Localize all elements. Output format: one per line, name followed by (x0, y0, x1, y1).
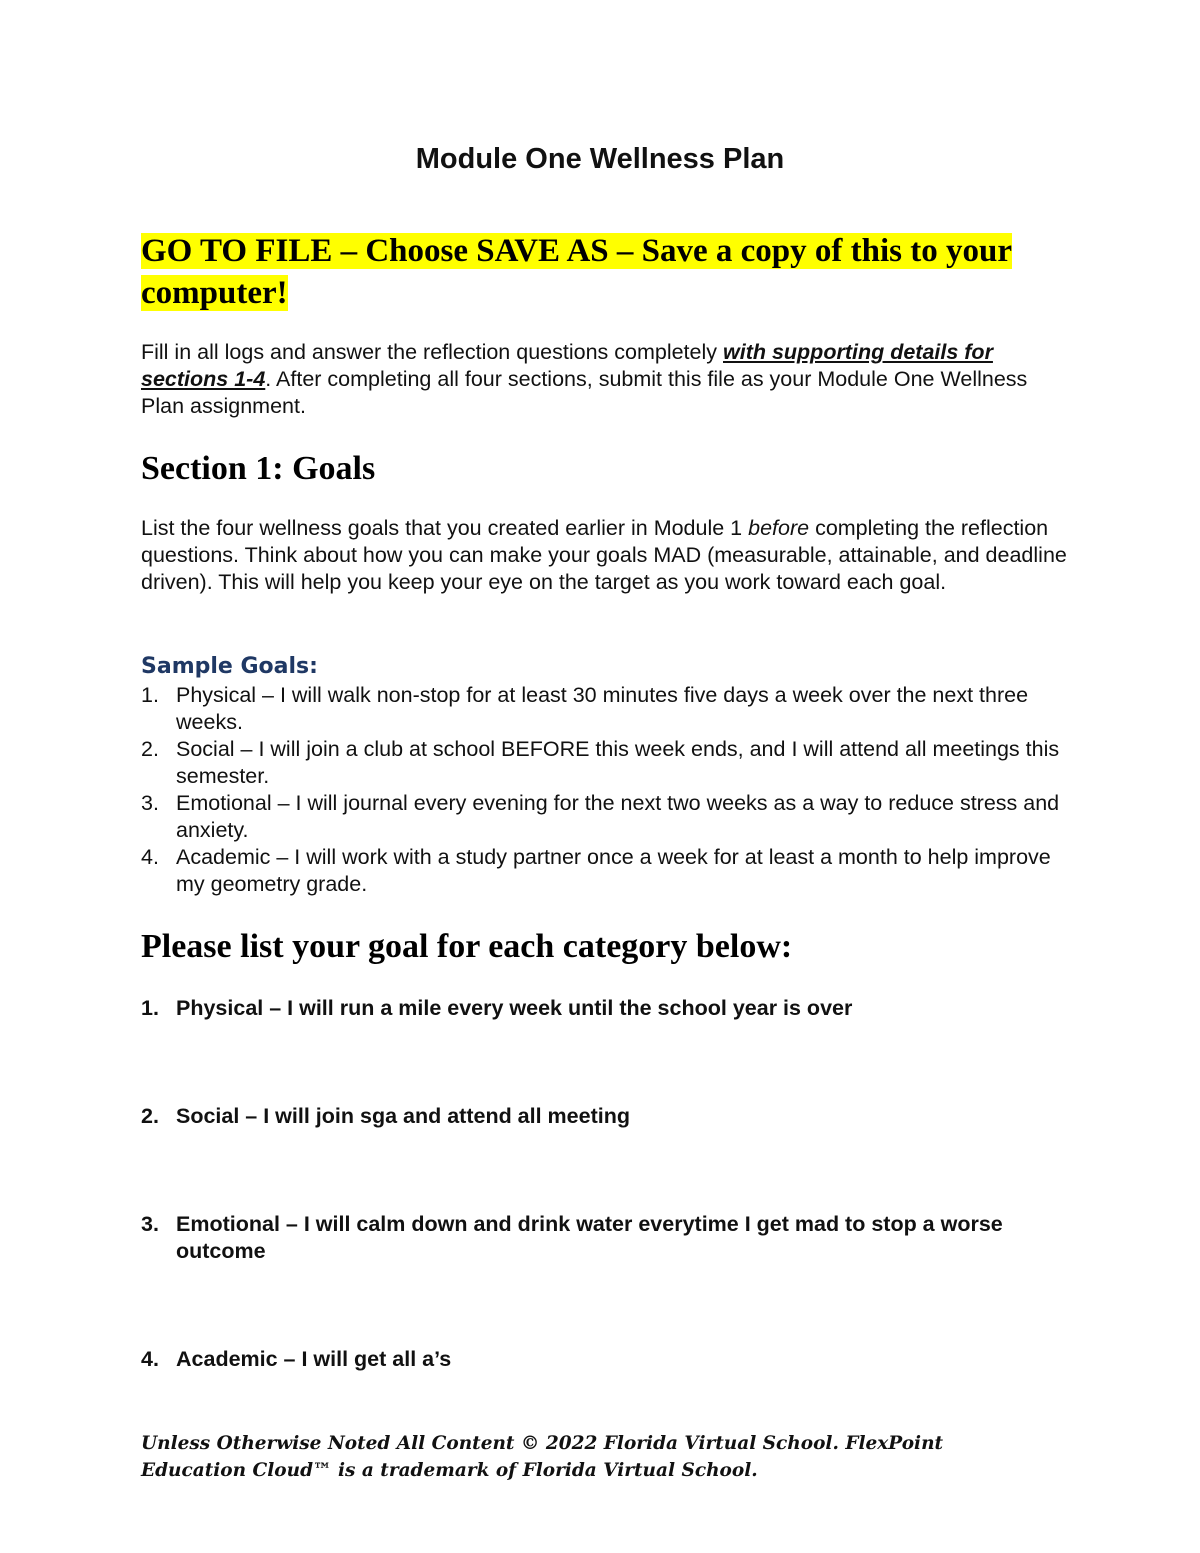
section-1-text-before: List the four wellness goals that you created earlier in Module 1 (141, 516, 749, 540)
goal-number: 1. (141, 996, 159, 1020)
intro-emphasis: with supporting details for sections 1-4 (141, 340, 993, 391)
goal-social (141, 1103, 1071, 1130)
goals-prompt-heading: Please list your goal for each category below: (141, 928, 793, 965)
list-item (141, 790, 1071, 844)
list-item (141, 844, 1071, 898)
banner-text: GO TO FILE – Choose SAVE AS – Save a copy of this to your computer! (141, 233, 1012, 311)
list-number: 3. (141, 791, 159, 815)
goal-text: Emotional – I will calm down and drink water everytime I get mad to stop a worse outcome (176, 1212, 1003, 1263)
intro-paragraph (141, 339, 1071, 420)
list-item-text: Emotional – I will journal every evening for the next two weeks as a way to reduce stress and anxiety. (176, 791, 1060, 842)
list-item-text: Social – I will join a club at school BEFORE this week ends, and I will attend all meetings this semester. (176, 737, 1060, 788)
goal-academic (141, 1346, 1071, 1373)
sample-goals-heading: Sample Goals: (141, 654, 318, 679)
list-item-text: Physical – I will walk non-stop for at least 30 minutes five days a week over the next three weeks. (176, 683, 1029, 734)
intro-text-before: Fill in all logs and answer the reflection questions completely (141, 340, 723, 364)
goal-number: 3. (141, 1212, 159, 1236)
copyright-footer: Unless Otherwise Noted All Content © 2022 Florida Virtual School. FlexPoint Education Cloud™ is a trademark of Florida Virtual School. (141, 1433, 944, 1481)
section-1-heading: Section 1: Goals (141, 450, 376, 487)
section-1-paragraph (141, 515, 1076, 596)
goal-text: Social – I will join sga and attend all meeting (176, 1104, 630, 1128)
list-number: 1. (141, 683, 159, 707)
list-number: 2. (141, 737, 159, 761)
section-1-text-after: completing the reflection questions. Think about how you can make your goals MAD (measurable, attainable, and deadline driven). This will help you keep your eye on the target as you work toward each goal. (141, 516, 1067, 594)
sample-goals-list (141, 682, 1071, 898)
goal-number: 4. (141, 1347, 159, 1371)
save-instructions-banner (141, 230, 1041, 314)
goal-physical (141, 995, 1071, 1022)
list-item (141, 736, 1071, 790)
goal-number: 2. (141, 1104, 159, 1128)
section-1-italic: before (748, 516, 810, 540)
goal-text: Physical – I will run a mile every week until the school year is over (176, 996, 853, 1020)
goal-text: Academic – I will get all a’s (176, 1347, 452, 1371)
list-item (141, 682, 1071, 736)
list-number: 4. (141, 845, 159, 869)
page-title: Module One Wellness Plan (415, 143, 785, 175)
intro-text-after: . After completing all four sections, submit this file as your Module One Wellness Plan assignment. (141, 367, 1028, 418)
goal-emotional (141, 1211, 1071, 1265)
list-item-text: Academic – I will work with a study partner once a week for at least a month to help improve my geometry grade. (176, 845, 1051, 896)
